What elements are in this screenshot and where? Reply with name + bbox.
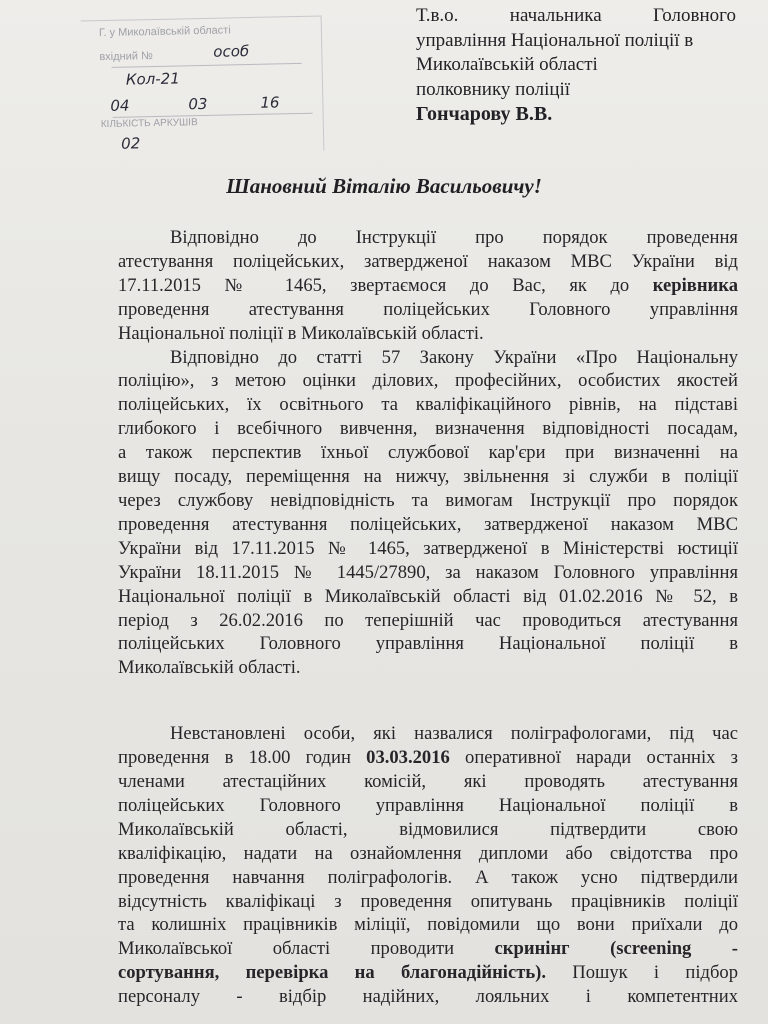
text-line <box>118 961 738 985</box>
text-line <box>118 274 738 298</box>
stamp-day: 04 <box>110 96 130 115</box>
stamp-underline <box>112 63 302 68</box>
stamp-sheets: 02 <box>121 134 141 153</box>
text-segment: проведення в 18.00 годин <box>118 747 351 769</box>
paragraph-3 <box>118 722 738 1009</box>
addressee-name: Гончарову В.В. <box>416 103 553 125</box>
text-line: через службову невідповідність та вимогам Інструкції про порядок <box>118 489 738 511</box>
stamp-printed-label: вхідний № <box>99 50 153 64</box>
text-line: проведення навчання поліграфологів. А також усно підтвердили <box>118 866 738 888</box>
text-line <box>118 746 738 770</box>
text-line: глибокого і всебічного вивчення, визначення відповідності посадам, <box>118 418 738 440</box>
text-line: та колишніх працівників міліції, повідомили що вони приїхали до <box>118 914 738 936</box>
stamp-underline <box>113 113 313 118</box>
text-line: членами атестаційних комісій, які проводять атестування <box>118 771 738 793</box>
stamp-archive-label: КІЛЬКІСТЬ АРКУШІВ <box>100 117 198 131</box>
text-line: поліцейських Головного управління Національної поліції в <box>118 633 738 655</box>
text-line: Невстановлені особи, які назвалися поліграфологами, під час <box>170 723 738 745</box>
stamp-year: 16 <box>260 93 280 112</box>
text-line: а також перспектив їхньої службової кар'єри при визначенні на <box>118 442 738 464</box>
text-segment: 17.11.2015 № 1465, звертаємося до Вас, як до <box>118 274 630 296</box>
text-line: Національної поліції в Миколаївській області. <box>118 322 484 344</box>
text-line: персоналу - відбір надійних, лояльних і компетентних <box>118 986 738 1008</box>
text-line: Відповідно до Інструкції про порядок проведення <box>170 227 738 248</box>
text-line <box>118 937 738 961</box>
letter-body <box>118 226 738 1009</box>
text-line: атестування поліцейських, затвердженої наказом МВС України від <box>118 250 738 272</box>
bold-segment: керівника <box>652 274 738 296</box>
paragraph-1 <box>118 226 738 346</box>
text-line: проведення атестування поліцейських Головного управління <box>118 298 738 320</box>
addressee-line: Миколаївській області <box>416 54 598 75</box>
text-segment: Пошук і підбор <box>572 962 738 984</box>
text-line: Миколаївській області. <box>118 657 301 679</box>
text-line: Миколаївській області, відмовилися підтвердити свою <box>118 818 738 840</box>
stamp-printed-top: Г. у Миколаївській області <box>98 24 231 40</box>
text-line: проведення атестування поліцейських, затвердженої наказом МВС <box>118 513 738 535</box>
bold-segment: сортування, перевірка на благонадійність). <box>118 962 547 984</box>
stamp-month: 03 <box>188 94 208 114</box>
stamp-number: особ <box>213 42 250 61</box>
registration-stamp <box>81 15 325 155</box>
text-line: поліцейських Головного управління Національної поліції в <box>118 794 738 816</box>
text-line: поліцейських, їх освітнього та кваліфікаційного рівнів, на підставі <box>118 394 738 416</box>
addressee-line: Т.в.о. начальника Головного <box>416 5 736 26</box>
text-line: вищу посаду, переміщення на нижчу, звільнення зі служби в поліції <box>118 466 738 488</box>
bold-segment: 03.03.2016 <box>366 747 450 769</box>
greeting: Шановний Віталію Васильовичу! <box>226 174 542 198</box>
addressee-line: управління Національної поліції в <box>416 29 694 51</box>
bold-segment: скринінг (screening - <box>494 938 739 960</box>
text-line: України 18.11.2015 № 1445/27890, за наказом Головного управління <box>118 561 738 583</box>
text-line: поліцію», з метою оцінки ділових, професійних, особистих якостей <box>118 370 738 392</box>
text-line: відсутність кваліфікаці з проведення опитувань працівників поліції <box>118 890 738 912</box>
stamp-index: Кол-21 <box>125 69 180 89</box>
paragraph-2 <box>118 346 738 681</box>
paragraph-gap <box>118 680 738 722</box>
text-segment: Миколаївської області проводити <box>118 938 455 960</box>
text-line: період з 26.02.2016 по теперішній час проводиться атестування <box>118 609 738 631</box>
text-line: України від 17.11.2015 № 1465, затвердженої в Міністерстві юстиції <box>118 537 738 559</box>
text-segment: оперативної наради останніх з <box>465 747 738 769</box>
addressee-block <box>416 4 736 127</box>
text-line: Національної поліції в Миколаївській області від 01.02.2016 № 52, в <box>118 585 738 607</box>
text-line: кваліфікацію, надати на ознайомлення дипломи або свідотства про <box>118 842 738 864</box>
text-line: Відповідно до статті 57 Закону України «Про Національну <box>170 346 738 368</box>
addressee-line: полковнику поліції <box>416 78 571 100</box>
